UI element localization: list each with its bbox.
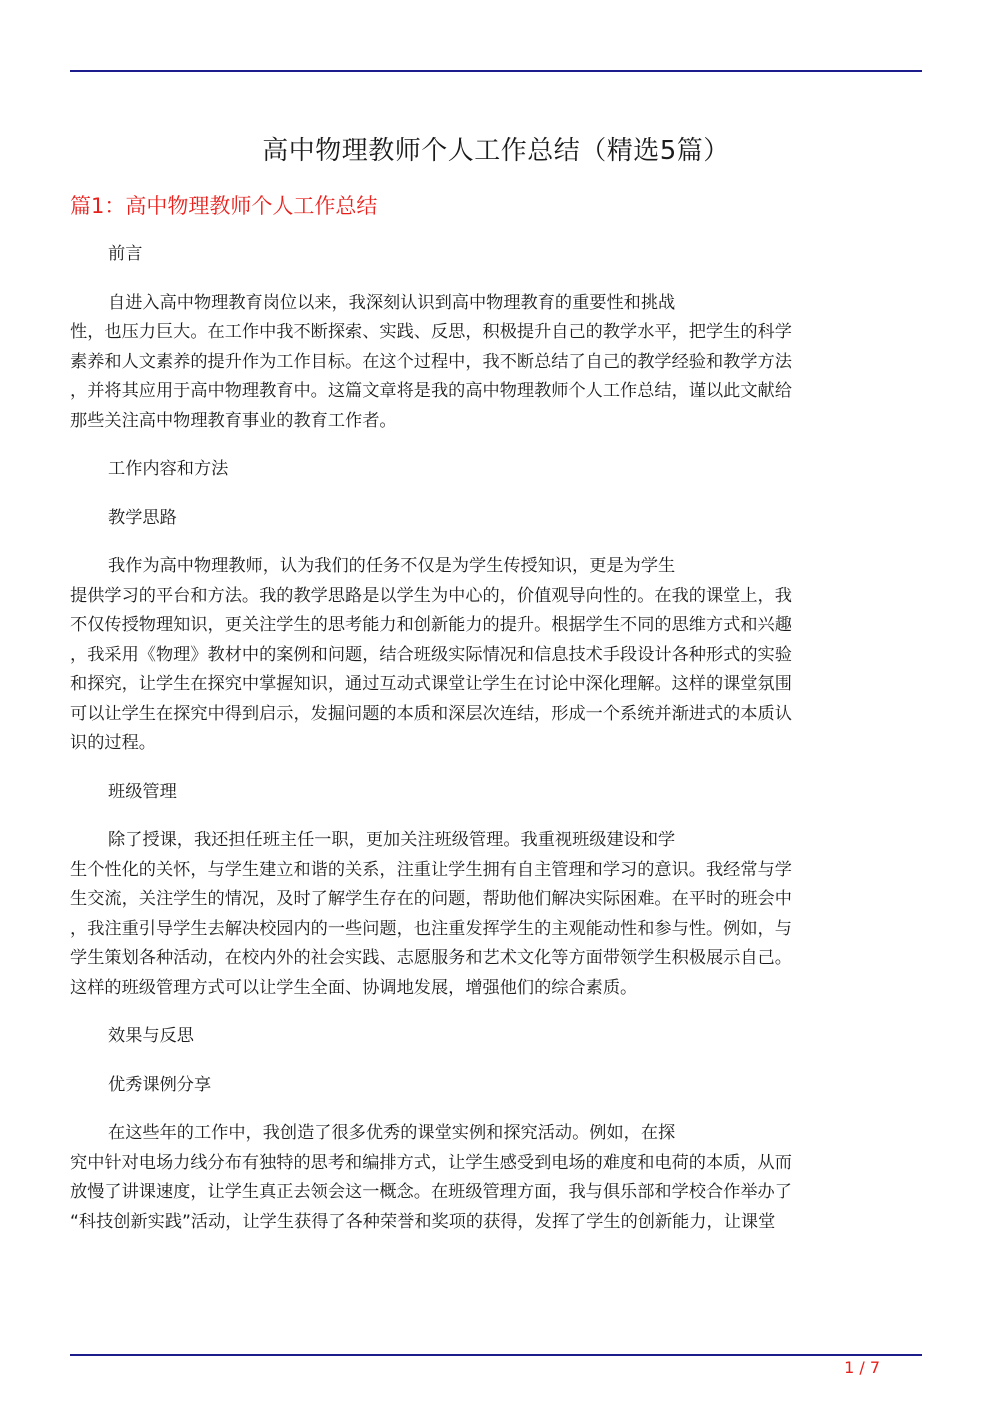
heading-effect-reflection: 效果与反思 (108, 1026, 194, 1046)
paragraph-line: 素养和人文素养的提升作为工作目标。在这个过程中，我不断总结了自己的教学经验和教学方法 (70, 351, 792, 372)
paragraph-teaching-idea (70, 552, 912, 759)
paragraph-line: ，我采用《物理》教材中的案例和问题，结合班级实际情况和信息技术手段设计各种形式的实验 (70, 644, 792, 665)
paragraph-line: 性，也压力巨大。在工作中我不断探索、实践、反思，积极提升自己的教学水平，把学生的科学 (70, 322, 792, 342)
paragraph-line: 提供学习的平台和方法。我的教学思路是以学生为中心的，价值观导向性的。在我的课堂上，我 (70, 585, 792, 606)
page-number: 1 / 7 (844, 1358, 880, 1377)
top-rule (70, 70, 922, 72)
paragraph-line: ，我注重引导学生去解决校园内的一些问题，也注重发挥学生的主观能动性和参与性。例如，与 (70, 918, 792, 939)
bottom-rule (70, 1354, 922, 1356)
paragraph-line: 可以让学生在探究中得到启示，发掘问题的本质和深层次连结，形成一个系统并渐进式的本质认 (70, 703, 792, 724)
paragraph-line: 这样的班级管理方式可以让学生全面、协调地发展，增强他们的综合素质。 (70, 977, 638, 998)
heading-teaching-idea: 教学思路 (108, 507, 177, 528)
paragraph-intro (70, 289, 912, 437)
paragraph-line: 放慢了讲课速度，让学生真正去领会这一概念。在班级管理方面，我与俱乐部和学校合作举办了 (70, 1182, 792, 1202)
heading-class-management: 班级管理 (108, 781, 177, 802)
paragraph-line: 不仅传授物理知识，更关注学生的思考能力和创新能力的提升。根据学生不同的思维方式和兴趣 (70, 615, 792, 635)
paragraph-line: 生个性化的关怀，与学生建立和谐的关系，注重让学生拥有自主管理和学习的意识。我经常与学 (70, 859, 792, 880)
paragraph-line: “科技创新实践”活动，让学生获得了各种荣誉和奖项的获得，发挥了学生的创新能力，让课堂 (70, 1211, 776, 1232)
paragraph-line: ，并将其应用于高中物理教育中。这篇文章将是我的高中物理教师个人工作总结，谨以此文献给 (70, 381, 792, 401)
paragraph-line: 在这些年的工作中，我创造了很多优秀的课堂实例和探究活动。例如，在探 (108, 1123, 676, 1143)
paragraph-line: 究中针对电场力线分布有独特的思考和编排方式，让学生感受到电场的难度和电荷的本质，从而 (70, 1152, 792, 1173)
paragraph-line: 学生策划各种活动，在校内外的社会实践、志愿服务和艺术文化等方面带领学生积极展示自己。 (70, 948, 792, 968)
paragraph-line: 和探究，让学生在探究中掌握知识，通过互动式课堂让学生在讨论中深化理解。这样的课堂氛围 (70, 674, 792, 694)
paragraph-line: 那些关注高中物理教育事业的教育工作者。 (70, 410, 397, 431)
paragraph-line: 我作为高中物理教师，认为我们的任务不仅是为学生传授知识，更是为学生 (108, 556, 676, 576)
paragraph-line: 自进入高中物理教育岗位以来，我深刻认识到高中物理教育的重要性和挑战 (108, 292, 676, 313)
paragraph-line: 识的过程。 (70, 733, 156, 753)
paragraph-line: 生交流，关注学生的情况，及时了解学生存在的问题，帮助他们解决实际困难。在平时的班会中 (70, 889, 792, 909)
document-body (70, 240, 912, 1256)
paragraph-class-management (70, 826, 912, 1003)
document-title: 高中物理教师个人工作总结（精选5篇） (262, 136, 730, 166)
paragraph-line: 除了授课，我还担任班主任一职，更加关注班级管理。我重视班级建设和学 (108, 830, 676, 850)
heading-excellent-cases: 优秀课例分享 (108, 1074, 212, 1095)
heading-preface: 前言 (108, 244, 143, 264)
heading-work-content: 工作内容和方法 (108, 459, 229, 479)
section-heading: 篇1：高中物理教师个人工作总结 (70, 194, 378, 218)
paragraph-excellent-cases (70, 1119, 912, 1237)
